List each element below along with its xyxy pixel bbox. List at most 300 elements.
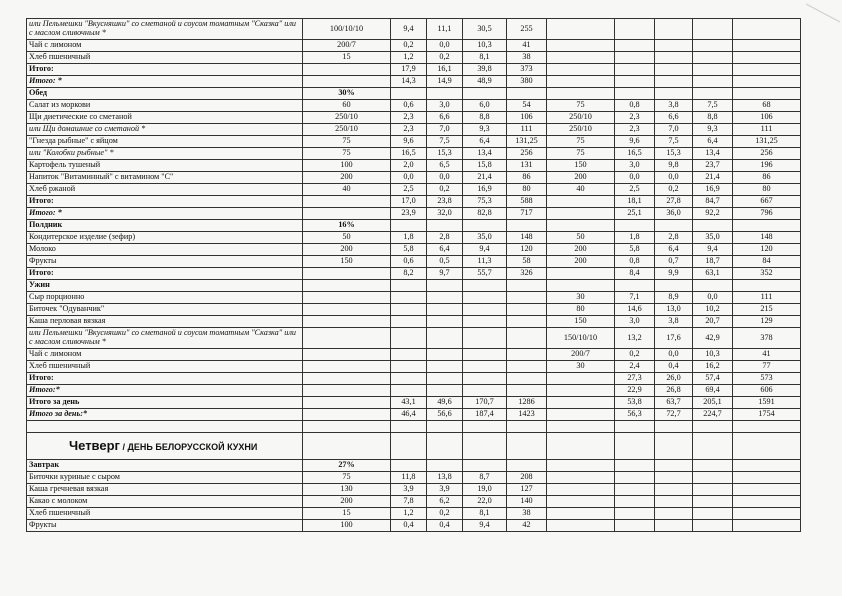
- table-row: [27, 316, 801, 328]
- table-cell: [655, 19, 693, 40]
- dish-name-cell: Итого за день: [27, 397, 303, 409]
- table-cell: 100: [303, 520, 391, 532]
- table-cell: [547, 385, 615, 397]
- table-cell: [615, 280, 655, 292]
- table-cell: [733, 460, 801, 472]
- table-cell: [303, 328, 391, 349]
- table-cell: [615, 496, 655, 508]
- table-cell: 2,5: [615, 184, 655, 196]
- table-cell: 23,9: [391, 208, 427, 220]
- table-cell: [303, 385, 391, 397]
- table-cell: [547, 472, 615, 484]
- table-cell: 14,6: [615, 304, 655, 316]
- table-cell: [507, 385, 547, 397]
- table-cell: 187,4: [463, 409, 507, 421]
- table-cell: 6,6: [655, 112, 693, 124]
- table-cell: 0,4: [391, 520, 427, 532]
- table-cell: 7,8: [391, 496, 427, 508]
- dish-name-cell: Итого:: [27, 373, 303, 385]
- table-cell: 14,3: [391, 76, 427, 88]
- table-cell: [615, 40, 655, 52]
- table-cell: 80: [547, 304, 615, 316]
- table-cell: [733, 421, 801, 433]
- table-cell: 250/10: [547, 112, 615, 124]
- table-cell: [391, 292, 427, 304]
- table-cell: 50: [303, 232, 391, 244]
- table-cell: 0,6: [391, 256, 427, 268]
- table-cell: 17,6: [655, 328, 693, 349]
- dish-name-cell: Завтрак: [27, 460, 303, 472]
- table-row: [27, 19, 801, 40]
- table-row: [27, 472, 801, 484]
- table-cell: [427, 460, 463, 472]
- table-cell: 10,2: [693, 304, 733, 316]
- table-cell: 30%: [303, 88, 391, 100]
- menu-table-body: [27, 19, 801, 532]
- table-cell: 2,8: [655, 232, 693, 244]
- dish-name-cell: Салат из моркови: [27, 100, 303, 112]
- table-cell: 250/10: [303, 112, 391, 124]
- table-row: [27, 373, 801, 385]
- table-cell: 2,8: [427, 232, 463, 244]
- dish-name-cell: [27, 421, 303, 433]
- table-cell: 131,25: [507, 136, 547, 148]
- table-cell: [427, 373, 463, 385]
- table-cell: [655, 52, 693, 64]
- table-cell: [507, 280, 547, 292]
- table-row: [27, 280, 801, 292]
- table-cell: 150/10/10: [547, 328, 615, 349]
- table-cell: 8,4: [615, 268, 655, 280]
- table-cell: [547, 19, 615, 40]
- dish-name-cell: "Гнезда рыбные" с яйцом: [27, 136, 303, 148]
- table-cell: 16,9: [463, 184, 507, 196]
- table-cell: 68: [733, 100, 801, 112]
- table-cell: 0,2: [427, 184, 463, 196]
- table-cell: [733, 88, 801, 100]
- table-cell: [693, 52, 733, 64]
- table-cell: [547, 40, 615, 52]
- table-cell: 6,4: [693, 136, 733, 148]
- table-cell: 200: [303, 172, 391, 184]
- table-cell: 140: [507, 496, 547, 508]
- table-cell: 796: [733, 208, 801, 220]
- table-cell: 42,9: [693, 328, 733, 349]
- table-cell: [547, 397, 615, 409]
- table-cell: 38: [507, 508, 547, 520]
- table-cell: 200/7: [303, 40, 391, 52]
- table-cell: [655, 76, 693, 88]
- table-cell: [391, 433, 427, 460]
- table-cell: 111: [507, 124, 547, 136]
- table-cell: 80: [507, 184, 547, 196]
- table-cell: [463, 88, 507, 100]
- table-cell: 588: [507, 196, 547, 208]
- table-cell: [655, 220, 693, 232]
- table-cell: 200: [303, 496, 391, 508]
- table-cell: 13,4: [693, 148, 733, 160]
- table-cell: 2,5: [391, 184, 427, 196]
- table-cell: 92,2: [693, 208, 733, 220]
- table-row: [27, 184, 801, 196]
- table-cell: [427, 316, 463, 328]
- table-cell: [547, 280, 615, 292]
- table-cell: 9,4: [463, 244, 507, 256]
- table-cell: 380: [507, 76, 547, 88]
- table-cell: 148: [507, 232, 547, 244]
- table-cell: 208: [507, 472, 547, 484]
- table-cell: 3,0: [615, 316, 655, 328]
- table-cell: [693, 76, 733, 88]
- table-cell: 148: [733, 232, 801, 244]
- table-cell: 7,5: [693, 100, 733, 112]
- table-cell: [733, 52, 801, 64]
- table-cell: 150: [303, 256, 391, 268]
- table-cell: 200: [547, 256, 615, 268]
- table-row: [27, 160, 801, 172]
- table-cell: 2,3: [615, 112, 655, 124]
- table-cell: 9,9: [655, 268, 693, 280]
- day-heading-subtitle: / ДЕНЬ БЕЛОРУССКОЙ КУХНИ: [119, 442, 258, 453]
- table-cell: [463, 361, 507, 373]
- dish-name-cell: Молоко: [27, 244, 303, 256]
- table-cell: 352: [733, 268, 801, 280]
- table-cell: 9,6: [391, 136, 427, 148]
- table-cell: 18,1: [615, 196, 655, 208]
- table-cell: 13,8: [427, 472, 463, 484]
- table-cell: 16%: [303, 220, 391, 232]
- dish-name-cell: Полдник: [27, 220, 303, 232]
- table-cell: 18,7: [693, 256, 733, 268]
- dish-name-cell: Биточки куриные с сыром: [27, 472, 303, 484]
- table-cell: 17,9: [391, 64, 427, 76]
- table-cell: 9,4: [463, 520, 507, 532]
- table-cell: 55,7: [463, 268, 507, 280]
- table-cell: 8,2: [391, 268, 427, 280]
- table-cell: 13,0: [655, 304, 693, 316]
- table-cell: 10,3: [693, 349, 733, 361]
- table-cell: [463, 220, 507, 232]
- table-cell: 16,5: [391, 148, 427, 160]
- table-cell: [463, 460, 507, 472]
- table-cell: 75: [547, 136, 615, 148]
- table-cell: [615, 76, 655, 88]
- table-cell: 21,4: [463, 172, 507, 184]
- table-cell: [303, 361, 391, 373]
- table-cell: [507, 460, 547, 472]
- table-cell: 0,2: [427, 52, 463, 64]
- table-cell: 22,0: [463, 496, 507, 508]
- table-cell: 82,8: [463, 208, 507, 220]
- dish-name-cell: или Щи домашние со сметаной *: [27, 124, 303, 136]
- table-cell: 27%: [303, 460, 391, 472]
- table-cell: 41: [733, 349, 801, 361]
- table-cell: 5,8: [391, 244, 427, 256]
- table-cell: 75,3: [463, 196, 507, 208]
- table-cell: [615, 460, 655, 472]
- table-cell: 573: [733, 373, 801, 385]
- table-cell: [427, 292, 463, 304]
- dish-name-cell: Итого:*: [27, 385, 303, 397]
- table-cell: 6,4: [427, 244, 463, 256]
- table-cell: 10,3: [463, 40, 507, 52]
- table-cell: 8,1: [463, 52, 507, 64]
- table-row: [27, 64, 801, 76]
- table-cell: [427, 433, 463, 460]
- table-cell: [391, 328, 427, 349]
- table-row: [27, 136, 801, 148]
- table-cell: [303, 433, 391, 460]
- table-cell: 17,0: [391, 196, 427, 208]
- table-cell: 26,0: [655, 373, 693, 385]
- table-cell: [463, 280, 507, 292]
- table-cell: 53,8: [615, 397, 655, 409]
- table-cell: [507, 220, 547, 232]
- table-cell: 56,3: [615, 409, 655, 421]
- table-cell: 35,0: [693, 232, 733, 244]
- table-cell: [655, 88, 693, 100]
- table-cell: [693, 64, 733, 76]
- table-cell: 0,4: [427, 520, 463, 532]
- table-cell: [303, 421, 391, 433]
- table-cell: [427, 88, 463, 100]
- table-cell: 150: [547, 160, 615, 172]
- table-cell: [655, 496, 693, 508]
- dish-name-cell: Фрукты: [27, 256, 303, 268]
- table-cell: 11,3: [463, 256, 507, 268]
- table-cell: 20,7: [693, 316, 733, 328]
- table-cell: 0,8: [615, 100, 655, 112]
- table-cell: [655, 472, 693, 484]
- table-cell: 41: [507, 40, 547, 52]
- table-cell: 25,1: [615, 208, 655, 220]
- dish-name-cell: Ужин: [27, 280, 303, 292]
- table-cell: 0,7: [655, 256, 693, 268]
- table-cell: [507, 433, 547, 460]
- table-cell: 9,4: [693, 244, 733, 256]
- table-cell: [463, 292, 507, 304]
- table-cell: [303, 409, 391, 421]
- table-cell: [615, 64, 655, 76]
- table-cell: [547, 76, 615, 88]
- table-cell: 30: [547, 361, 615, 373]
- table-cell: [391, 373, 427, 385]
- table-row: [27, 148, 801, 160]
- dish-name-cell: Итого: *: [27, 208, 303, 220]
- table-cell: 58: [507, 256, 547, 268]
- table-cell: [547, 460, 615, 472]
- table-cell: [655, 484, 693, 496]
- table-cell: 0,0: [655, 172, 693, 184]
- table-cell: [615, 220, 655, 232]
- table-cell: [733, 520, 801, 532]
- table-cell: [733, 496, 801, 508]
- table-cell: [303, 280, 391, 292]
- table-cell: [615, 508, 655, 520]
- table-cell: [733, 220, 801, 232]
- table-row: [27, 361, 801, 373]
- table-cell: [303, 304, 391, 316]
- table-row: [27, 208, 801, 220]
- table-cell: [303, 316, 391, 328]
- dish-name-cell: Хлеб пшеничный: [27, 52, 303, 64]
- table-cell: 56,6: [427, 409, 463, 421]
- table-row: [27, 385, 801, 397]
- table-cell: 373: [507, 64, 547, 76]
- dish-name-cell: Щи диетические со сметаной: [27, 112, 303, 124]
- table-cell: 6,2: [427, 496, 463, 508]
- table-cell: 9,3: [463, 124, 507, 136]
- table-cell: 36,0: [655, 208, 693, 220]
- table-cell: [615, 19, 655, 40]
- table-cell: 130: [303, 484, 391, 496]
- table-cell: 26,8: [655, 385, 693, 397]
- dish-name-cell: Кондитерское изделие (зефир): [27, 232, 303, 244]
- table-cell: 27,3: [615, 373, 655, 385]
- table-cell: 7,1: [615, 292, 655, 304]
- table-cell: 0,5: [427, 256, 463, 268]
- table-cell: [733, 64, 801, 76]
- table-cell: 8,9: [655, 292, 693, 304]
- table-cell: [427, 328, 463, 349]
- table-cell: 13,4: [463, 148, 507, 160]
- table-row: [27, 112, 801, 124]
- table-cell: 256: [733, 148, 801, 160]
- table-cell: 30,5: [463, 19, 507, 40]
- table-cell: 6,0: [463, 100, 507, 112]
- table-cell: 32,0: [427, 208, 463, 220]
- table-row: [27, 421, 801, 433]
- table-cell: 100: [303, 160, 391, 172]
- table-cell: 667: [733, 196, 801, 208]
- table-cell: [615, 472, 655, 484]
- table-cell: 326: [507, 268, 547, 280]
- day-heading-day: Четверг: [69, 438, 120, 454]
- table-cell: 48,9: [463, 76, 507, 88]
- table-cell: [693, 472, 733, 484]
- table-cell: [547, 508, 615, 520]
- table-cell: 11,1: [427, 19, 463, 40]
- table-cell: 54: [507, 100, 547, 112]
- table-cell: [615, 433, 655, 460]
- table-cell: 250/10: [303, 124, 391, 136]
- table-cell: [547, 208, 615, 220]
- table-cell: 0,0: [655, 349, 693, 361]
- table-cell: [391, 421, 427, 433]
- table-cell: [507, 349, 547, 361]
- table-cell: [693, 484, 733, 496]
- table-row: [27, 232, 801, 244]
- table-cell: 111: [733, 292, 801, 304]
- table-cell: 2,3: [391, 112, 427, 124]
- table-cell: 1,2: [391, 508, 427, 520]
- table-cell: 200: [547, 172, 615, 184]
- table-cell: [507, 88, 547, 100]
- table-cell: [733, 484, 801, 496]
- table-cell: 196: [733, 160, 801, 172]
- table-cell: [547, 484, 615, 496]
- table-cell: [655, 280, 693, 292]
- table-cell: 19,0: [463, 484, 507, 496]
- table-cell: 1754: [733, 409, 801, 421]
- table-row: [27, 484, 801, 496]
- table-cell: 49,6: [427, 397, 463, 409]
- table-cell: [427, 304, 463, 316]
- table-cell: 60: [303, 100, 391, 112]
- table-row: [27, 220, 801, 232]
- table-cell: 131: [507, 160, 547, 172]
- table-cell: [427, 421, 463, 433]
- table-cell: 63,7: [655, 397, 693, 409]
- table-cell: 106: [733, 112, 801, 124]
- table-cell: 150: [547, 316, 615, 328]
- table-cell: [391, 88, 427, 100]
- table-cell: 0,2: [655, 184, 693, 196]
- table-cell: 27,8: [655, 196, 693, 208]
- table-cell: 50: [547, 232, 615, 244]
- table-cell: [463, 316, 507, 328]
- table-cell: 2,3: [391, 124, 427, 136]
- table-cell: [427, 385, 463, 397]
- table-row: [27, 196, 801, 208]
- table-cell: [547, 64, 615, 76]
- menu-table: [26, 18, 801, 532]
- table-cell: 250/10: [547, 124, 615, 136]
- table-cell: [693, 433, 733, 460]
- dish-name-cell: Хлеб ржаной: [27, 184, 303, 196]
- table-cell: 35,0: [463, 232, 507, 244]
- dish-name-cell: Биточек "Одуванчик": [27, 304, 303, 316]
- table-cell: [507, 292, 547, 304]
- table-cell: 43,1: [391, 397, 427, 409]
- table-cell: 15,8: [463, 160, 507, 172]
- table-cell: [693, 520, 733, 532]
- table-cell: [507, 316, 547, 328]
- table-row: [27, 52, 801, 64]
- table-cell: [655, 508, 693, 520]
- table-row: [27, 256, 801, 268]
- table-cell: 75: [303, 148, 391, 160]
- table-cell: 21,4: [693, 172, 733, 184]
- table-cell: 16,2: [693, 361, 733, 373]
- table-cell: [655, 460, 693, 472]
- table-cell: [303, 397, 391, 409]
- table-cell: [615, 484, 655, 496]
- table-cell: [615, 52, 655, 64]
- table-cell: 8,7: [463, 472, 507, 484]
- table-cell: 3,0: [427, 100, 463, 112]
- dish-name-cell: Итого:: [27, 196, 303, 208]
- table-cell: [693, 496, 733, 508]
- table-cell: [693, 460, 733, 472]
- table-cell: 200: [547, 244, 615, 256]
- table-cell: 9,6: [615, 136, 655, 148]
- dish-name-cell: Каша гречневая вязкая: [27, 484, 303, 496]
- table-cell: 3,9: [427, 484, 463, 496]
- table-cell: 15: [303, 508, 391, 520]
- table-cell: [391, 280, 427, 292]
- table-cell: 127: [507, 484, 547, 496]
- table-cell: 106: [507, 112, 547, 124]
- table-cell: 75: [303, 136, 391, 148]
- table-cell: 9,3: [693, 124, 733, 136]
- table-cell: [547, 88, 615, 100]
- table-cell: [391, 361, 427, 373]
- table-row: [27, 409, 801, 421]
- table-cell: 200: [303, 244, 391, 256]
- table-cell: [547, 220, 615, 232]
- table-cell: [693, 220, 733, 232]
